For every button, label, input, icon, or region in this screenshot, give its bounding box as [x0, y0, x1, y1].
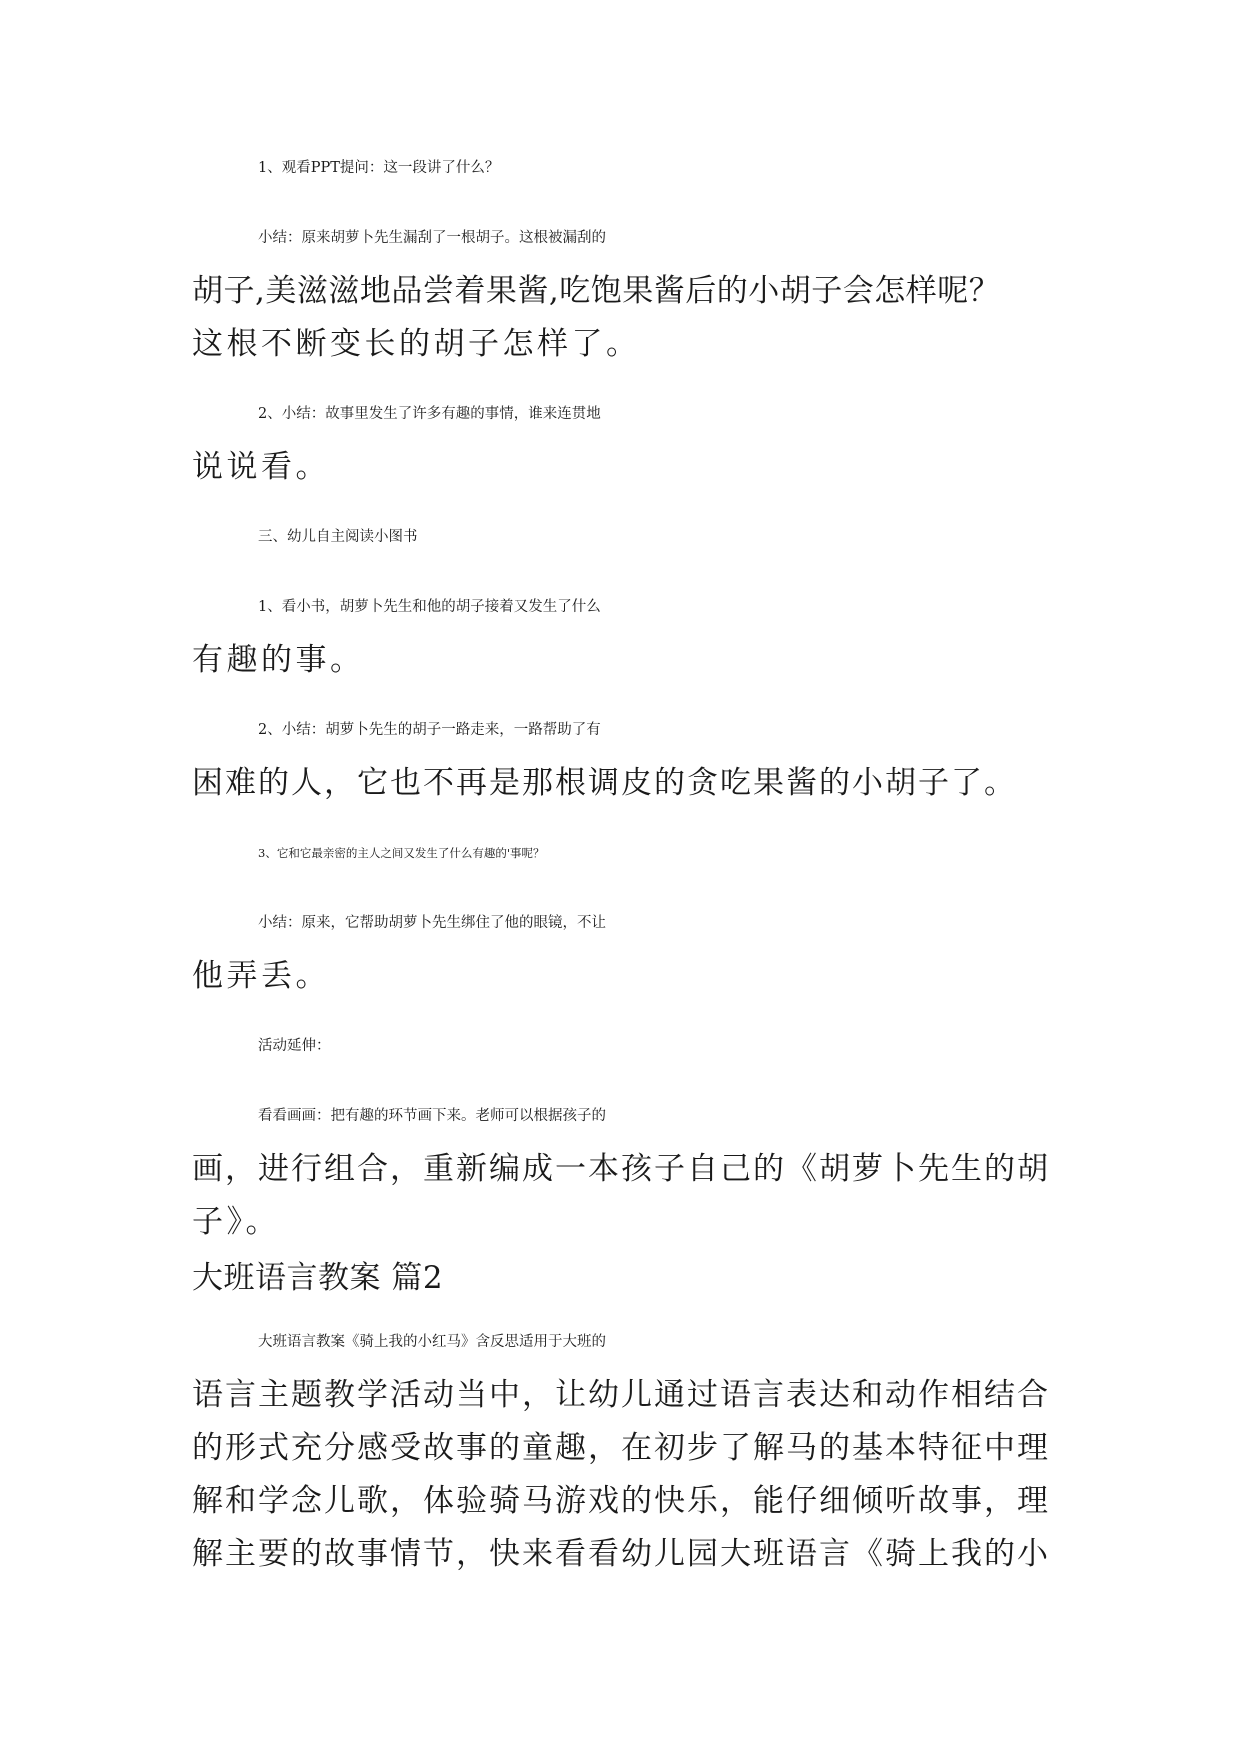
text-line: 子》。: [192, 1204, 280, 1240]
text-line: 语言主题教学活动当中，让幼儿通过语言表达和动作相结合: [192, 1377, 1050, 1413]
text-line: 2、小结：故事里发生了许多有趣的事情，谁来连贯地: [258, 406, 601, 422]
text-line: 1、看小书，胡萝卜先生和他的胡子接着又发生了什么: [258, 599, 601, 615]
text-line: 有趣的事。: [192, 642, 365, 678]
text-line: 胡子,美滋滋地品尝着果酱,吃饱果酱后的小胡子会怎样呢？: [192, 273, 1001, 309]
text-line: 1、观看PPT提问：这一段讲了什么？: [258, 160, 500, 176]
text-line: 他弄丢。: [192, 958, 330, 994]
text-line: 2、小结：胡萝卜先生的胡子一路走来，一路帮助了有: [258, 722, 601, 738]
text-line: 看看画画：把有趣的环节画下来。老师可以根据孩子的: [258, 1108, 606, 1124]
text-line: 画，进行组合，重新编成一本孩子自己的《胡萝卜先生的胡: [192, 1151, 1050, 1187]
text-line: 解和学念儿歌，体验骑马游戏的快乐，能仔细倾听故事，理: [192, 1483, 1050, 1519]
text-line: 这根不断变长的胡子怎样了。: [192, 326, 641, 362]
text-line: 小结：原来胡萝卜先生漏刮了一根胡子。这根被漏刮的: [258, 230, 606, 246]
text-line: 困难的人，它也不再是那根调皮的贪吃果酱的小胡子了。: [192, 765, 1017, 801]
text-line: 解主要的故事情节，快来看看幼儿园大班语言《骑上我的小: [192, 1536, 1050, 1572]
section-heading: 三、幼儿自主阅读小图书: [258, 529, 418, 545]
text-line: 的形式充分感受故事的童趣，在初步了解马的基本特征中理: [192, 1430, 1050, 1466]
text-line: 小结：原来，它帮助胡萝卜先生绑住了他的眼镜，不让: [258, 915, 606, 931]
text-line: 说说看。: [192, 449, 330, 485]
text-line: 3、它和它最亲密的主人之间又发生了什么有趣的'事呢？: [258, 846, 545, 860]
text-line: 大班语言教案《骑上我的小红马》含反思适用于大班的: [258, 1334, 606, 1350]
text-line: 活动延伸：: [258, 1038, 331, 1054]
article-heading: 大班语言教案 篇2: [192, 1260, 444, 1296]
